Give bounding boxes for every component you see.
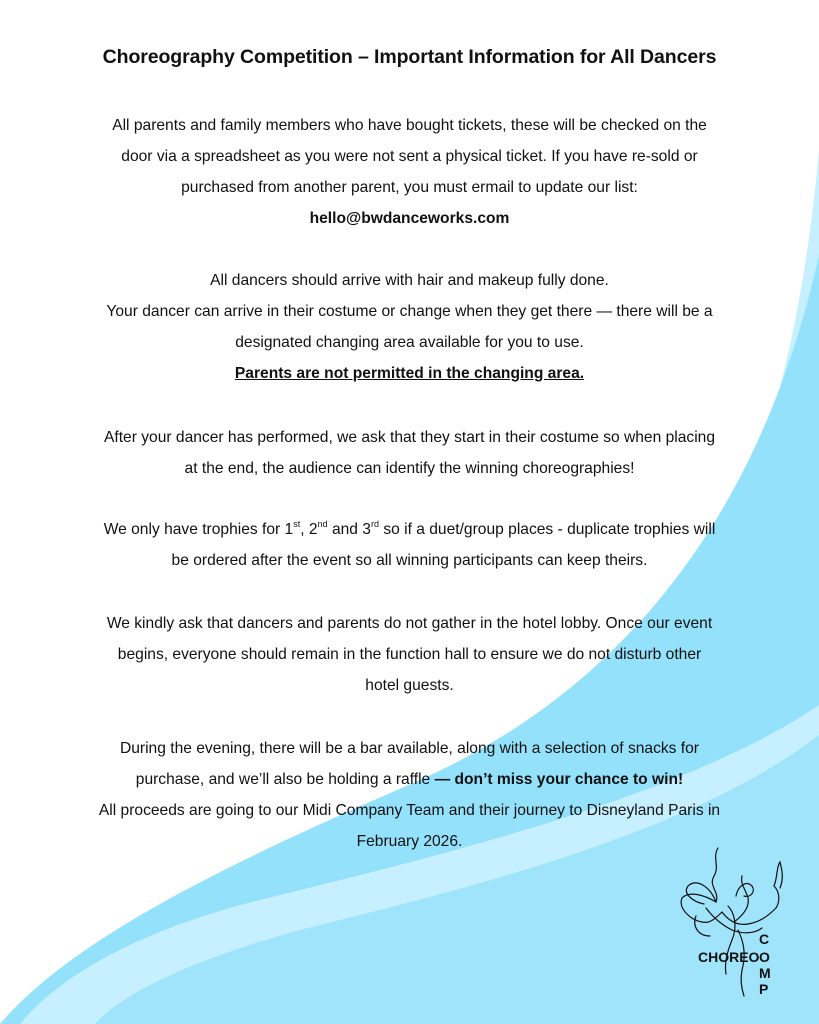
raffle-callout: — don’t miss your chance to win! (434, 771, 684, 788)
evening-line-3: All proceeds are going to our Midi Company Team and their journey to Disneyland Paris in (98, 802, 721, 819)
ordinal-second: nd (317, 518, 328, 529)
lobby-line-1: We kindly ask that dancers and parents do not gather in the hotel lobby. Once our event (106, 615, 713, 632)
contact-email[interactable]: hello@bwdanceworks.com (309, 210, 510, 227)
choreo-comp-logo (676, 846, 794, 1004)
evening-paragraph (20, 733, 799, 857)
arrival-line-3: designated changing area available for you to use. (235, 334, 584, 351)
arrival-paragraph (20, 265, 799, 389)
trophies-text-pre: We only have trophies for 1 (103, 521, 294, 538)
evening-line-1: During the evening, there will be a bar available, along with a selection of snacks for (119, 740, 700, 757)
tickets-paragraph (20, 110, 799, 234)
logo-letter-c: C (759, 931, 770, 947)
lobby-paragraph (20, 608, 799, 701)
costume-line-1: After your dancer has performed, we ask that they start in their costume so when placing (103, 429, 716, 446)
evening-line-4: February 2026. (356, 833, 463, 850)
lobby-line-2: begins, everyone should remain in the function hall to ensure we do not disturb other (117, 646, 702, 663)
tickets-line-1: All parents and family members who have bought tickets, these will be checked on the (112, 117, 707, 134)
trophies-line-2: be ordered after the event so all winning participants can keep theirs. (171, 552, 648, 569)
ordinal-third: rd (370, 518, 379, 529)
page-title: Choreography Competition – Important Information for All Dancers (102, 46, 717, 68)
logo-letter-o: O (759, 949, 770, 965)
evening-line-2 (20, 764, 799, 795)
changing-area-notice: Parents are not permitted in the changing area. (234, 365, 585, 382)
costume-line-2: at the end, the audience can identify the winning choreographies! (184, 460, 635, 477)
logo-word-choreo: CHOREO (698, 949, 760, 965)
lobby-line-3: hotel guests. (365, 677, 454, 694)
logo-letter-p: P (759, 981, 769, 997)
trophies-text-post: so if a duet/group places - duplicate trophies will (378, 521, 716, 538)
tickets-line-2: door via a spreadsheet as you were not sent a physical ticket. If you have re-sold or (121, 148, 698, 165)
arrival-line-2: Your dancer can arrive in their costume or change when they get there — there will be a (106, 303, 713, 320)
trophies-paragraph (20, 514, 799, 576)
costume-paragraph (20, 422, 799, 484)
tickets-line-3: purchased from another parent, you must ermail to update our list: (181, 179, 638, 196)
evening-line-2-text: purchase, and we’ll also be holding a raffle (135, 771, 435, 788)
trophies-line-1 (20, 514, 799, 545)
trophies-text-mid-2: and 3 (327, 521, 371, 538)
ordinal-first: st (293, 518, 301, 529)
logo-letter-m: M (759, 965, 771, 981)
arrival-line-1: All dancers should arrive with hair and makeup fully done. (210, 272, 609, 289)
trophies-text-mid-1: , 2 (300, 521, 318, 538)
